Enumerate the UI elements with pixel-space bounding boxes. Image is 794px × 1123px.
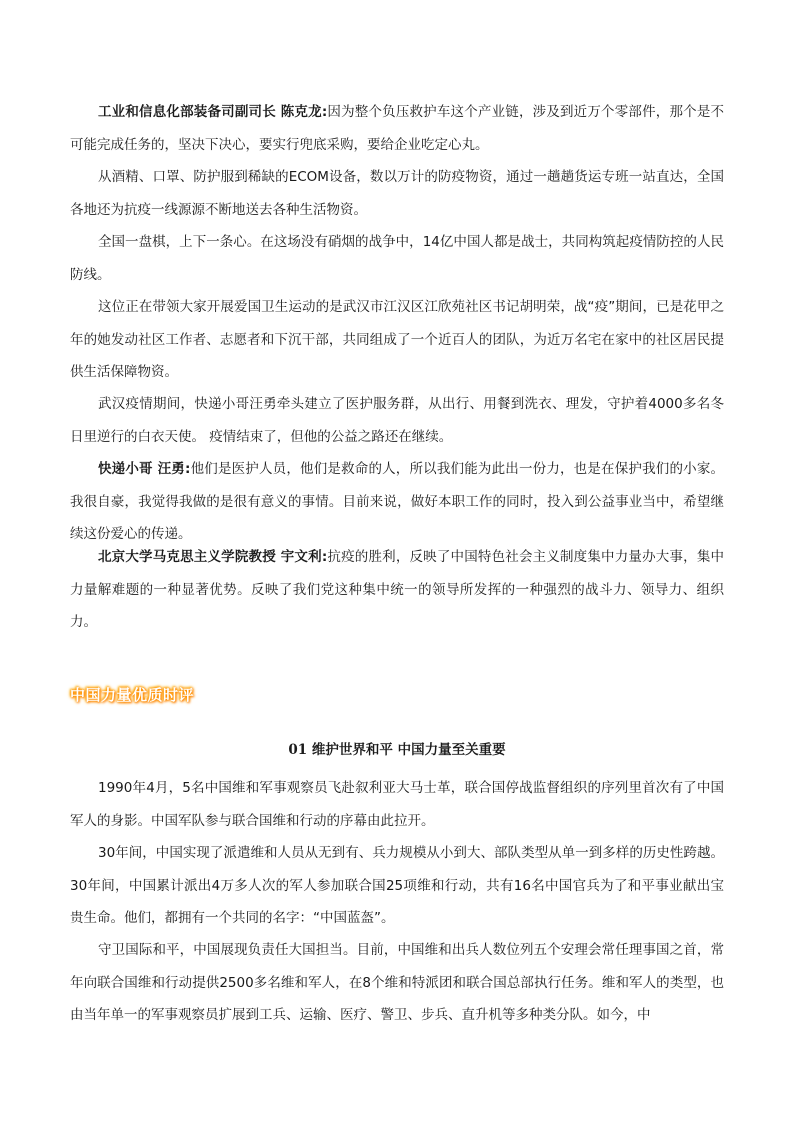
article-paragraph-1990	[70, 772, 724, 837]
paragraph-text: 武汉疫情期间，快递小哥汪勇牵头建立了医护服务群，从出行、用餐到洗衣、理发，守护着4000多名冬日里逆行的白衣天使。 疫情结束了，但他的公益之路还在继续。	[70, 396, 724, 445]
paragraph-chen-kelong	[70, 96, 724, 161]
paragraph-hu-mingrong	[70, 291, 724, 389]
speaker-separator: :	[321, 549, 328, 565]
paragraph-wang-yong	[70, 388, 724, 453]
paragraph-text: 1990年4月，5名中国维和军事观察员飞赴叙利亚大马士革，联合国停战监督组织的序列里首次有了中国军人的身影。中国军队参与联合国维和行动的序幕由此拉开。	[70, 780, 724, 829]
speaker-name: 北京大学马克思主义学院教授 宇文利	[98, 549, 322, 565]
article-title: 01 维护世界和平 中国力量至关重要	[288, 742, 506, 758]
speaker-name: 工业和信息化部装备司副司长 陈克龙	[98, 104, 322, 120]
paragraph-text: 从酒精、口罩、防护服到稀缺的ECOM设备，数以万计的防疫物资，通过一趟趟货运专班一站直达，全国各地还为抗疫一线源源不断地送去各种生活物资。	[70, 169, 724, 218]
paragraph-yuwen-li	[70, 541, 724, 639]
paragraph-courier-quote	[70, 453, 724, 551]
quote-text: 抗疫的胜利，反映了中国特色社会主义制度集中力量办大事，集中力量解难题的一种显著优势。反映了我们党这种集中统一的领导所发挥的一种强烈的战斗力、领导力、组织力。	[70, 549, 725, 630]
speaker-name: 快递小哥 汪勇	[98, 461, 185, 477]
paragraph-text: 30年间，中国实现了派遣维和人员从无到有、兵力规模从小到大、部队类型从单一到多样的历史性跨越。30年间，中国累计派出4万多人次的军人参加联合国25项维和行动，共有16名中国官兵为了和平事业献出宝贵生命。他们，都拥有一个共同的名字：“中国蓝盔”。	[70, 845, 724, 926]
speaker-separator: :	[184, 461, 191, 477]
paragraph-supplies	[70, 161, 724, 226]
quote-text: 他们是医护人员，他们是救命的人，所以我们能为此出一份力，也是在保护我们的小家。我很自豪，我觉得我做的是很有意义的事情。目前来说，做好本职工作的同时，投入到公益事业当中，希望继续这份爱心的传递。	[70, 461, 725, 542]
article-paragraph-30-years	[70, 837, 724, 935]
section-heading: 中国力量优质时评	[70, 686, 195, 704]
paragraph-text: 这位正在带领大家开展爱国卫生运动的是武汉市江汉区江欣苑社区书记胡明荣，战“疫”期间，已是花甲之年的她发动社区工作者、志愿者和下沉干部，共同组成了一个近百人的团队，为近万名宅在家中的社区居民提供生活保障物资。	[70, 299, 724, 380]
article-paragraph-responsibility	[70, 934, 724, 1032]
paragraph-text: 全国一盘棋，上下一条心。在这场没有硝烟的战争中，14亿中国人都是战士，共同构筑起疫情防控的人民防线。	[70, 234, 724, 283]
speaker-separator: :	[321, 104, 328, 120]
paragraph-nationwide	[70, 226, 724, 291]
quote-text: 因为整个负压救护车这个产业链，涉及到近万个零部件，那个是不可能完成任务的，坚决下决心，要实行兜底采购，要给企业吃定心丸。	[70, 104, 725, 153]
paragraph-text: 守卫国际和平，中国展现负责任大国担当。目前，中国维和出兵人数位列五个安理会常任理事国之首，常年向联合国维和行动提供2500多名维和军人，在8个维和特派团和联合国总部执行任务。维和军人的类型，也由当年单一的军事观察员扩展到工兵、运输、医疗、警卫、步兵、直升机等多种类分队。如今，中	[70, 942, 724, 1023]
